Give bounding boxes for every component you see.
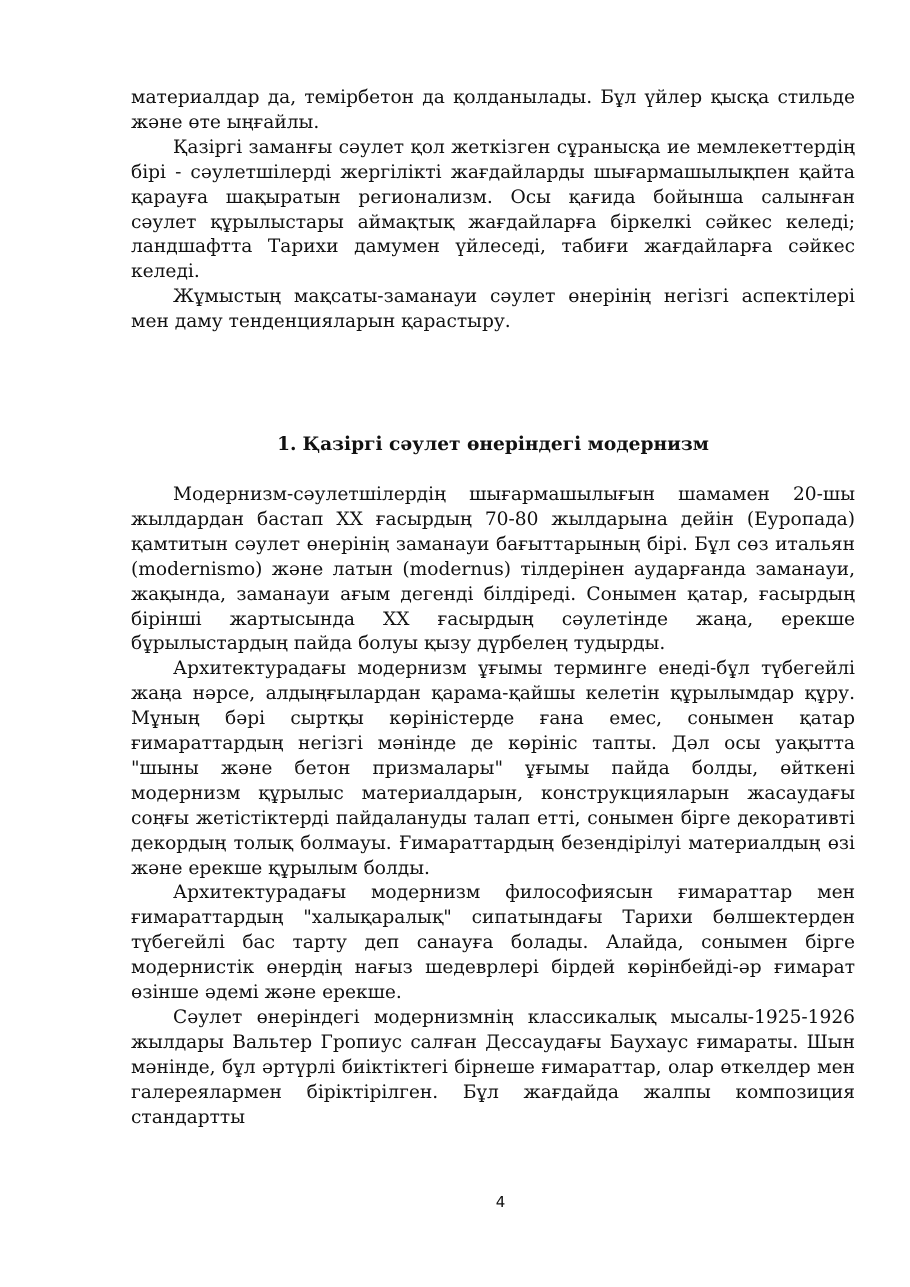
blank-line (131, 458, 855, 483)
blank-space (131, 335, 855, 433)
paragraph-continuation: материалдар да, темірбетон да қолданылады. Бұл үйлер қысқа стильде және өте ыңғайлы. (131, 87, 855, 133)
paragraph-modernism-definition: Модернизм-сәулетшілердің шығармашылығын шамамен 20-шы жылдардан бастап XX ғасырдың 70-80 жылдарына дейін (Еуропада) қамтитын сәулет өнерінің заманауи бағыттарының бірі. Бұл сөз итальян (modernismo) және латын (modernus) тілдерінен аударғанда заманауи, жақында, заманауи ағым дегенді білдіреді. Сонымен қатар, ғасырдың бірінші жартысында XX ғасырдың сәулетінде жаңа, ерекше бұрылыстардың пайда болуы қызу дүрбелең тудырды. (131, 483, 855, 655)
paragraph-modernism-philosophy: Архитектурадағы модернизм философиясын ғимараттар мен ғимараттардың "халықаралық" сипатындағы Тарихи бөлшектерден түбегейлі бас тарту деп санауға болады. Алайда, сонымен бірге модернистік өнердің нағыз шедеврлері бірдей көрінбейді-әр ғимарат өзінше әдемі және ерекше. (131, 882, 855, 1004)
paragraph-regionalism: Қазіргі заманғы сәулет қол жеткізген сұранысқа ие мемлекеттердің бірі - сәулетшілерді жергілікті жағдайларды шығармашылықпен қайта қарауға шақыратын регионализм. Осы қағида бойынша салынған сәулет құрылыстары аймақтық жағдайларға біркелкі сәйкес келеді; ландшафтта Тарихи дамумен үйлеседі, табиғи жағдайларға сәйкес келеді. (131, 136, 855, 283)
section-heading (131, 433, 855, 458)
section-title: Қазіргі сәулет өнеріндегі модернизм (302, 434, 709, 456)
section-number: 1. (277, 434, 297, 456)
paragraph-bauhaus-example: Сәулет өнеріндегі модернизмнің классикалық мысалы-1925-1926 жылдары Вальтер Гропиус салған Дессаудағы Баухаус ғимараты. Шын мәнінде, бұл әртүрлі биіктіктегі бірнеше ғимараттар, олар өткелдер мен галереялармен біріктірілген. Бұл жағдайда жалпы композиция стандартты (131, 1007, 855, 1128)
page-number: 4 (495, 1193, 506, 1211)
paragraph-modernism-concept: Архитектурадағы модернизм ұғымы терминге енеді-бұл түбегейлі жаңа нәрсе, алдыңғылардан қарама-қайшы келетін құрылымдар құру. Мұның бәрі сыртқы көріністерде ғана емес, сонымен қатар ғимараттардың негізгі мәнінде де көрініс тапты. Дәл осы уақытта "шыны және бетон призмалары" ұғымы пайда болды, өйткені модернизм құрылыс материалдарын, конструкцияларын жасаудағы соңғы жетістіктерді пайдалануды талап етті, сонымен бірге декоративті декордың толық болмауы. Ғимараттардың безендірілуі материалдың өзі және ерекше құрылым болды. (131, 658, 855, 879)
paragraph-purpose: Жұмыстың мақсаты-заманауи сәулет өнерінің негізгі аспектілері мен даму тенденцияларын қарастыру. (131, 286, 855, 333)
document-page (131, 86, 855, 1131)
